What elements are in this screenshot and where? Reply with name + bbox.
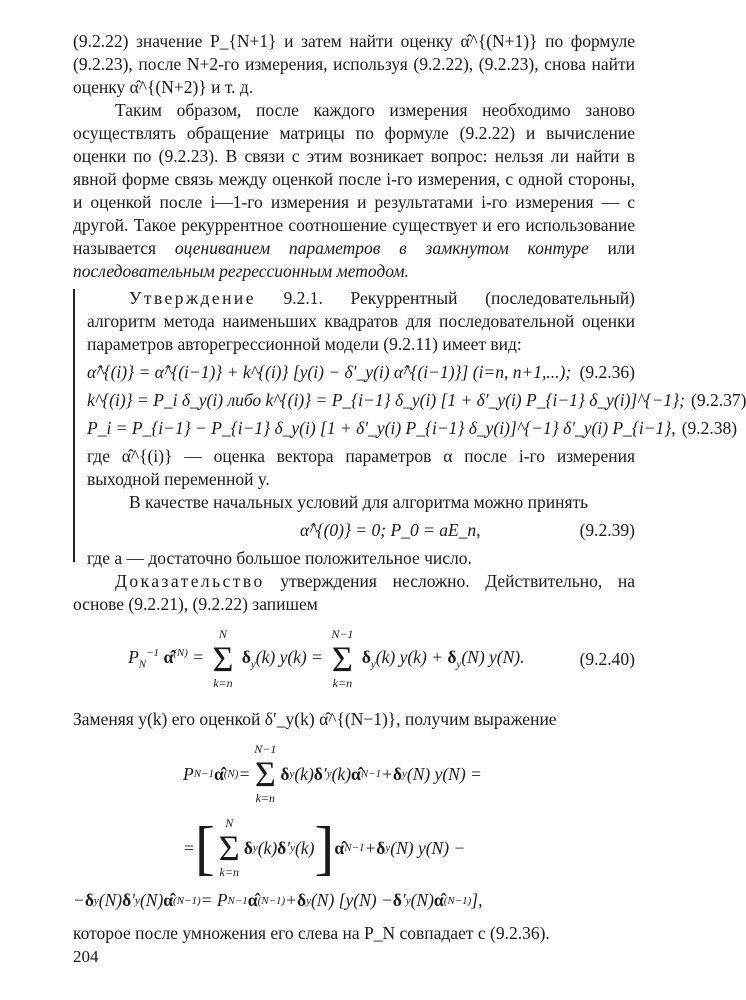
equation-9-2-37 (87, 389, 746, 412)
derivation-line-2: = [ N Σ k=n δ y (k) δ ′ y (k) ] α̂ N−1 + δ y (N) y(N) − (183, 815, 466, 881)
theorem-margin-bar (73, 289, 75, 562)
theorem-text: 9.2.1. Рекуррентный (последовательный) алгоритм метода наименьших квадратов для последовательной оценки параметров авторегрессионной модели (9.2.11) имеет вид: (87, 288, 635, 354)
where-clause-1: где α̂^{(i)} — оценка вектора параметров α после i-го измерения выходной переменной y. (87, 446, 635, 489)
left-bracket: [ (194, 815, 215, 881)
where-clause-2: где a — достаточно большое положительное число. (87, 548, 472, 568)
proof-paragraph (73, 570, 635, 616)
paragraph-2-text: Таким образом, после каждого измерения необходимо заново осуществлять обращение матрицы по формуле (9.2.22) и вычисление оценки по (9.2.23). В связи с этим возникает вопрос: нельзя ли найти в явной форме связь между оценкой после i-го измерения, с одной стороны, и оценкой после i—1-го измерения и результатами i-го измерения — с другой. Такое рекуррентное соотношение существует и его использование называется (73, 100, 635, 258)
proof-text: утверждения несложно. Действительно, на основе (9.2.21), (9.2.22) запишем (73, 571, 635, 614)
paragraph-1: (9.2.22) значение P_{N+1} и затем найти оценку α̂^{(N+1)} по формуле (9.2.23), после N+2-го измерения, используя (9.2.22), (9.2.23), снова найти оценку α̂^{(N+2)} и т. д. (73, 31, 635, 97)
equation-9-2-40-body: $P_N^{-1}$ α̂$^{(N)}$ = N Σ k=n $\delta_y(k) y(k)$ = N−1 Σ k=n $\delta_y(k) y(k) + \delta_y(N)$ y(N). (128, 627, 525, 690)
theorem-label: Утверждение (129, 288, 256, 308)
equation-9-2-38-body: P_i = P_{i−1} − P_{i−1} δ_y(i) [1 + δ′_y(i) P_{i−1} δ_y(i)]^{−1} δ′_y(i) P_{i−1}, (87, 418, 676, 438)
equation-9-2-40-number: (9.2.40) (579, 648, 635, 669)
sum-symbol: N−1 Σ k=n (254, 742, 277, 805)
paragraph-2-or: или (607, 238, 636, 258)
final-paragraph: которое после умножения его слева на P_N совпадает с (9.2.36). (73, 923, 550, 943)
replace-paragraph: Заменяя y(k) его оценкой δ′_y(k) α̂^{(N−1)}, получим выражение (73, 709, 557, 729)
page-number: 204 (73, 947, 99, 966)
sum-symbol: N Σ k=n (212, 627, 234, 690)
equation-9-2-36 (87, 361, 635, 384)
equation-9-2-39 (87, 519, 635, 542)
equation-9-2-39-body: α̂^{(0)} = 0; P_0 = aE_n, (300, 520, 481, 540)
paragraph-2-italic-2: последовательным регрессионным методом. (73, 261, 409, 281)
equation-9-2-37-body: k^{(i)} = P_i δ_y(i) либо k^{(i)} = P_{i−1} δ_y(i) [1 + δ′_y(i) P_{i−1} δ_y(i)]^{−1}; (87, 390, 685, 410)
sum-symbol: N Σ k=n (218, 816, 240, 879)
derivation-line-1: P N −1 α̂ (N) = N−1 Σ k=n δ y (k) δ ′ y (k) α̂ N−1 + δ y (N) y(N) = (183, 742, 482, 805)
right-bracket: ] (314, 815, 335, 881)
sum-symbol: N−1 Σ k=n (331, 627, 354, 690)
derivation-line-3: − δ y (N) δ ′ y (N) α̂ (N−1) = P N −1 α̂ (N−1) + δ y (N) [y(N) − δ ′ y (N) α̂ (N−1) ], (73, 890, 483, 910)
theorem-block (73, 287, 746, 570)
equation-9-2-39-number: (9.2.39) (579, 520, 635, 540)
equation-9-2-37-number: (9.2.37) (691, 390, 746, 410)
proof-label: Доказательство (115, 571, 265, 591)
equation-9-2-38-number: (9.2.38) (681, 418, 738, 438)
paragraph-2 (73, 99, 635, 283)
equation-9-2-36-body: α̂^{(i)} = α̂^{(i−1)} + k^{(i)} [y(i) − δ′_y(i) α̂^{(i−1)}] (i=n, n+1,...); (87, 362, 572, 382)
equation-9-2-40 (73, 628, 635, 690)
page-content (73, 30, 746, 945)
initial-conditions-text: В качестве начальных условий для алгоритма можно принять (129, 492, 589, 512)
equation-9-2-38 (87, 417, 738, 440)
equation-9-2-36-number: (9.2.36) (579, 362, 635, 382)
paragraph-2-italic: оцениванием параметров в замкнутом контуре (174, 238, 589, 258)
